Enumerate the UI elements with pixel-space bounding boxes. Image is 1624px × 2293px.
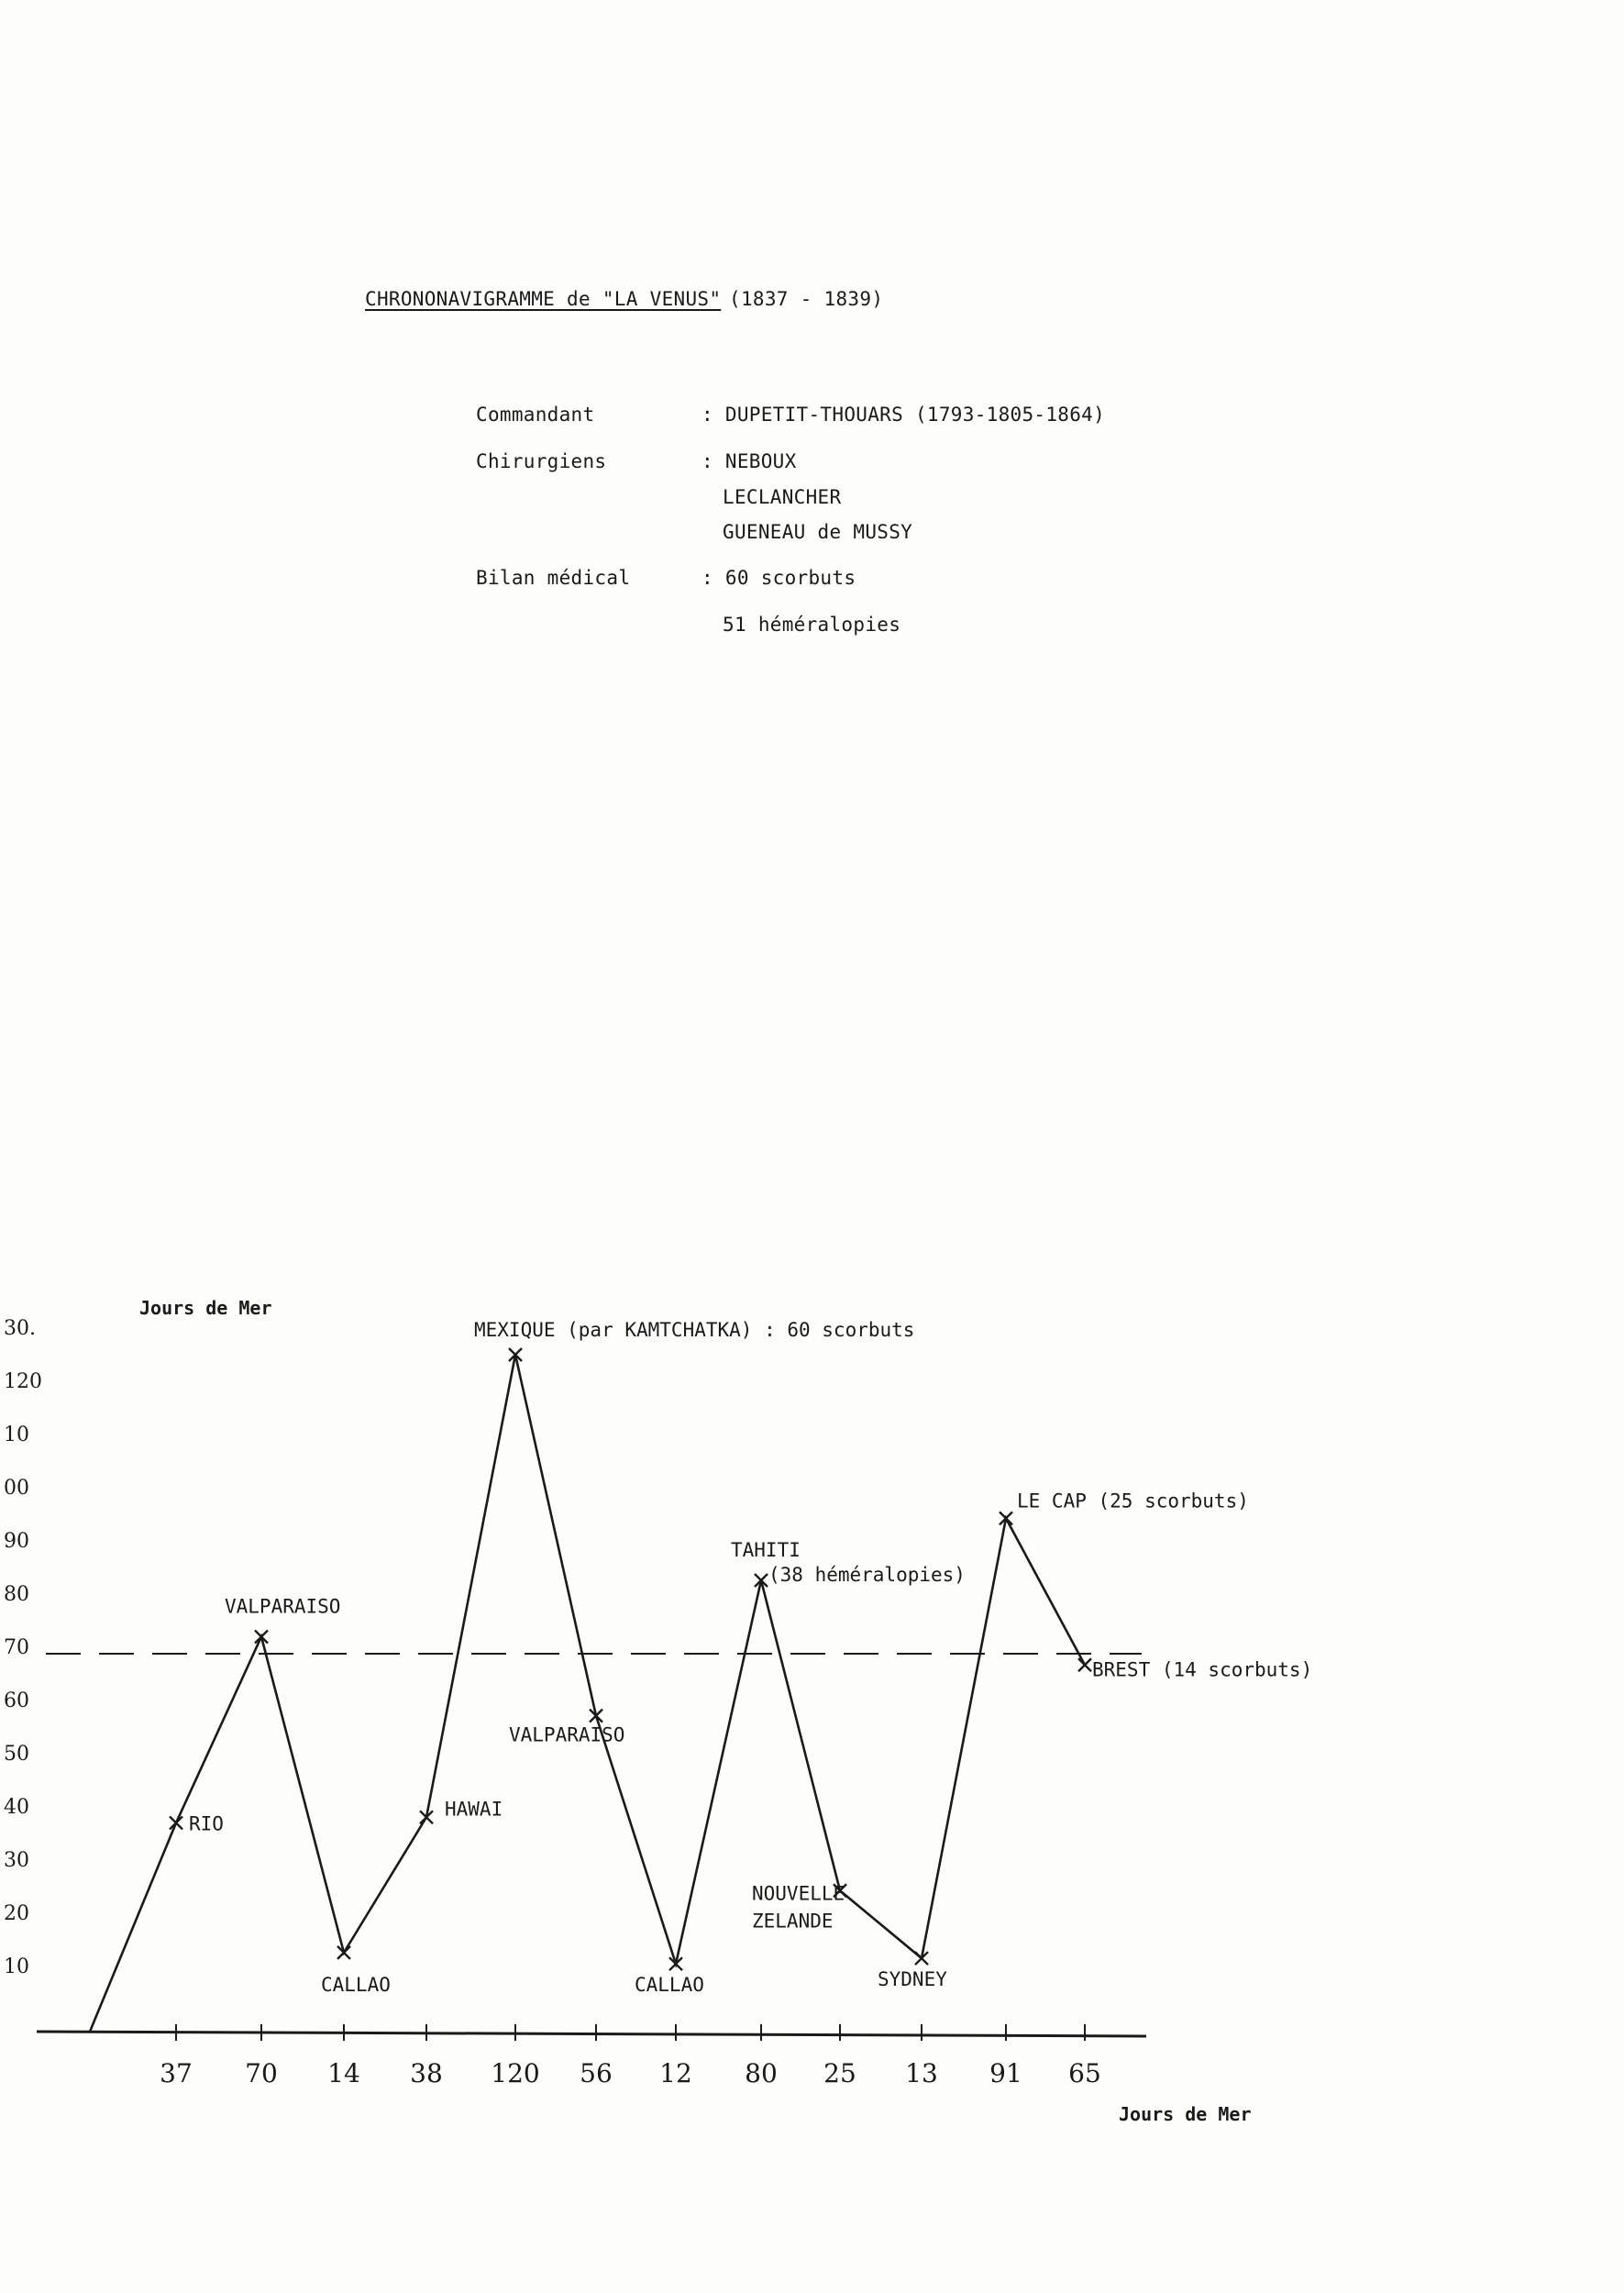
- x-axis: [37, 2032, 1146, 2036]
- data-point-label: MEXIQUE (par KAMTCHATKA) : 60 scorbuts: [474, 1319, 915, 1341]
- x-tick-label: 80: [745, 2058, 778, 2088]
- data-point-label: VALPARAISO: [509, 1723, 625, 1746]
- x-tick-label: 38: [410, 2058, 443, 2088]
- x-tick-label: 14: [327, 2058, 360, 2088]
- data-point-label: TAHITI: [731, 1539, 801, 1561]
- y-tick-label: 80: [4, 1583, 29, 1606]
- y-tick-label: 50: [4, 1743, 29, 1766]
- bilan-label: Bilan médical: [476, 567, 631, 589]
- annotation-label: ZELANDE: [752, 1910, 834, 1933]
- data-point-marker: [170, 1816, 182, 1829]
- data-point-label: LE CAP (25 scorbuts): [1017, 1490, 1249, 1512]
- x-tick-label: 120: [491, 2058, 540, 2088]
- data-point-label: SYDNEY: [878, 1968, 947, 1991]
- data-point-label: CALLAO: [635, 1974, 704, 1997]
- y-tick-label: 10: [4, 1955, 29, 1978]
- data-point-label: CALLAO: [321, 1973, 391, 1996]
- y-tick-label: 00: [4, 1477, 29, 1500]
- chart-title: CHRONONAVIGRAMME de "LA VENUS": [365, 288, 722, 310]
- x-tick-label: 70: [245, 2058, 278, 2088]
- data-point-label: VALPARAISO: [225, 1595, 341, 1618]
- bilan-scorbuts: : 60 scorbuts: [702, 567, 856, 589]
- chart-title-years: (1837 - 1839): [729, 288, 884, 310]
- data-point-label: HAWAI: [445, 1798, 503, 1821]
- chirurgien-1: : NEBOUX: [702, 450, 797, 472]
- series-line: [90, 1355, 1085, 2032]
- y-tick-label: 120: [4, 1370, 42, 1393]
- y-tick-label: 60: [4, 1689, 29, 1712]
- x-tick-label: 91: [989, 2058, 1022, 2088]
- y-axis-label: Jours de Mer: [139, 1297, 272, 1319]
- commandant-value: : DUPETIT-THOUARS (1793-1805-1864): [702, 404, 1106, 426]
- x-tick-label: 65: [1068, 2058, 1101, 2088]
- data-point-label: NOUVELLE: [752, 1882, 845, 1905]
- commandant-label: Commandant: [476, 404, 595, 426]
- x-tick-label: 13: [905, 2058, 938, 2088]
- data-point-label: BREST (14 scorbuts): [1092, 1658, 1313, 1681]
- bilan-hemeralopies: 51 héméralopies: [723, 614, 901, 636]
- y-tick-label: 20: [4, 1902, 29, 1925]
- x-axis-label: Jours de Mer: [1119, 2103, 1252, 2125]
- y-tick-label: 90: [4, 1530, 29, 1553]
- y-tick-label: 70: [4, 1636, 29, 1659]
- chirurgiens-label: Chirurgiens: [476, 450, 607, 472]
- x-tick-label: 37: [160, 2058, 193, 2088]
- x-tick-label: 25: [823, 2058, 856, 2088]
- y-tick-label: 30: [4, 1849, 29, 1872]
- data-point-marker: [1078, 1658, 1091, 1671]
- y-tick-label: 30.: [4, 1317, 36, 1340]
- y-tick-label: 10: [4, 1423, 29, 1446]
- data-point-label: RIO: [189, 1812, 224, 1835]
- y-tick-label: 40: [4, 1796, 29, 1819]
- chirurgien-3: GUENEAU de MUSSY: [723, 521, 913, 543]
- annotation-label: (38 héméralopies): [768, 1564, 966, 1586]
- x-tick-label: 12: [659, 2058, 692, 2088]
- chirurgien-2: LECLANCHER: [723, 486, 842, 508]
- x-tick-label: 56: [580, 2058, 613, 2088]
